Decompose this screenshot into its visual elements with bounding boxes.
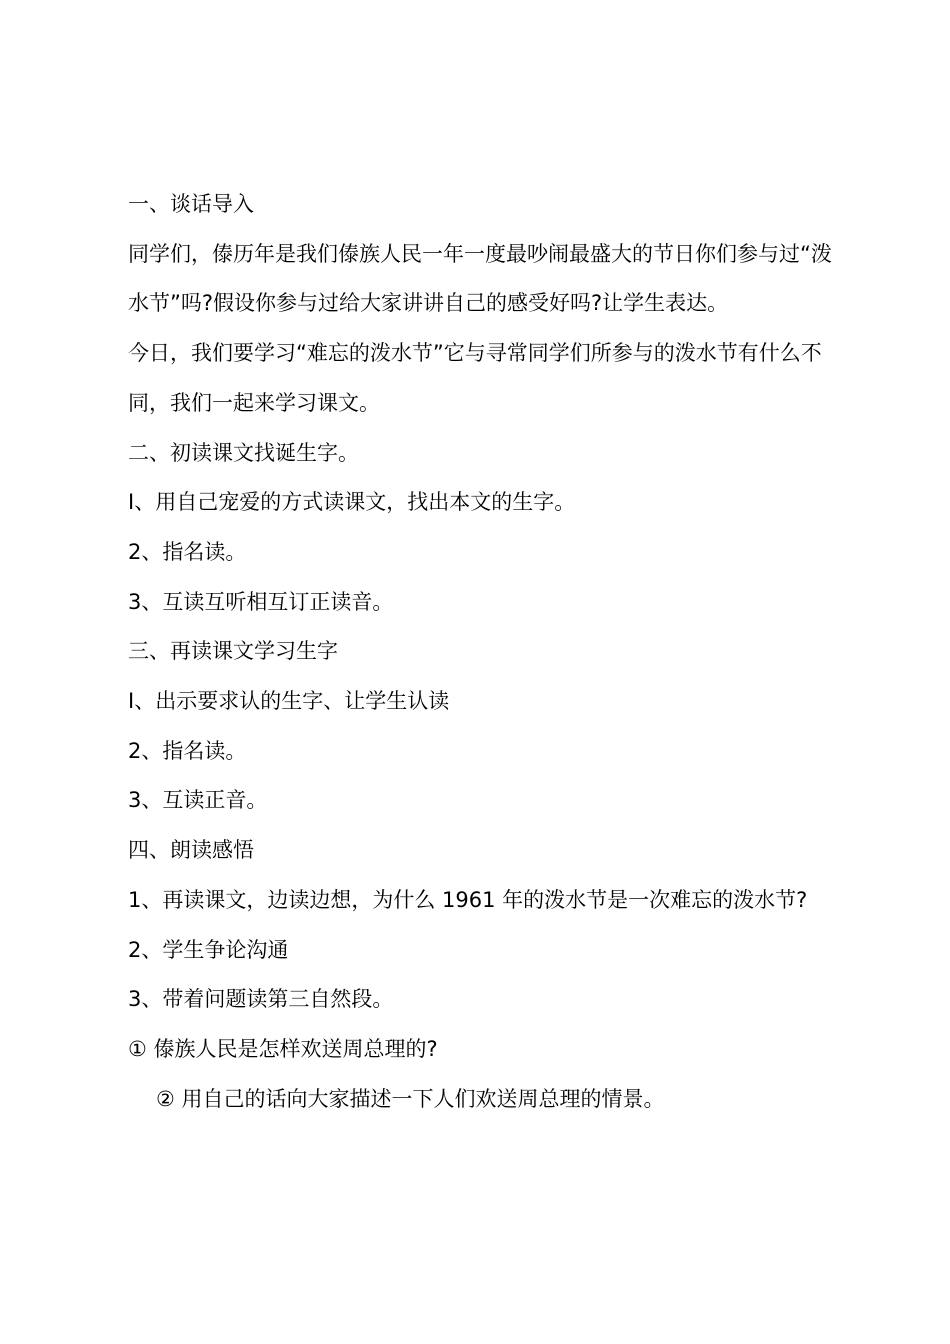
section-heading-2: 二、初读课文找诞生字。 xyxy=(128,440,359,465)
list-item: 1、再读课文，边读边想，为什么 1961 年的泼水节是一次难忘的泼水节? xyxy=(128,887,808,912)
list-item: 3、互读互听相互订正读音。 xyxy=(128,589,394,614)
list-item: 2、学生争论沟通 xyxy=(128,937,289,962)
list-item: I、出示要求认的生字、让学生认读 xyxy=(128,689,450,714)
lesson-content xyxy=(128,180,836,1124)
sub-question-2: ② 用自己的话向大家描述一下人们欢送周总理的情景。 xyxy=(156,1086,665,1111)
section-heading-3: 三、再读课文学习生字 xyxy=(128,639,338,664)
list-item: 3、带着问题读第三自然段。 xyxy=(128,987,394,1012)
section-heading-4: 四、朗读感悟 xyxy=(128,838,254,863)
list-item: 2、指名读。 xyxy=(128,539,247,564)
section-heading-1: 一、谈话导入 xyxy=(128,192,254,216)
sub-question-1: ① 傣族人民是怎样欢送周总理的? xyxy=(128,1036,438,1061)
list-item: 2、指名读。 xyxy=(128,738,247,763)
list-item: 3、互读正音。 xyxy=(128,788,268,813)
list-item: I、用自己宠爱的方式读课文，找出本文的生字。 xyxy=(128,490,576,515)
paragraph-today: 今日，我们要学习“难忘的泼水节”它与寻常同学们所参与的泼水节有什么不同，我们一起来学习课文。 xyxy=(128,341,822,415)
paragraph-intro: 同学们，傣历年是我们傣族人民一年一度最吵闹最盛大的节日你们参与过“泼水节”吗?假设你参与过给大家讲讲自己的感受好吗?让学生表达。 xyxy=(128,241,832,316)
